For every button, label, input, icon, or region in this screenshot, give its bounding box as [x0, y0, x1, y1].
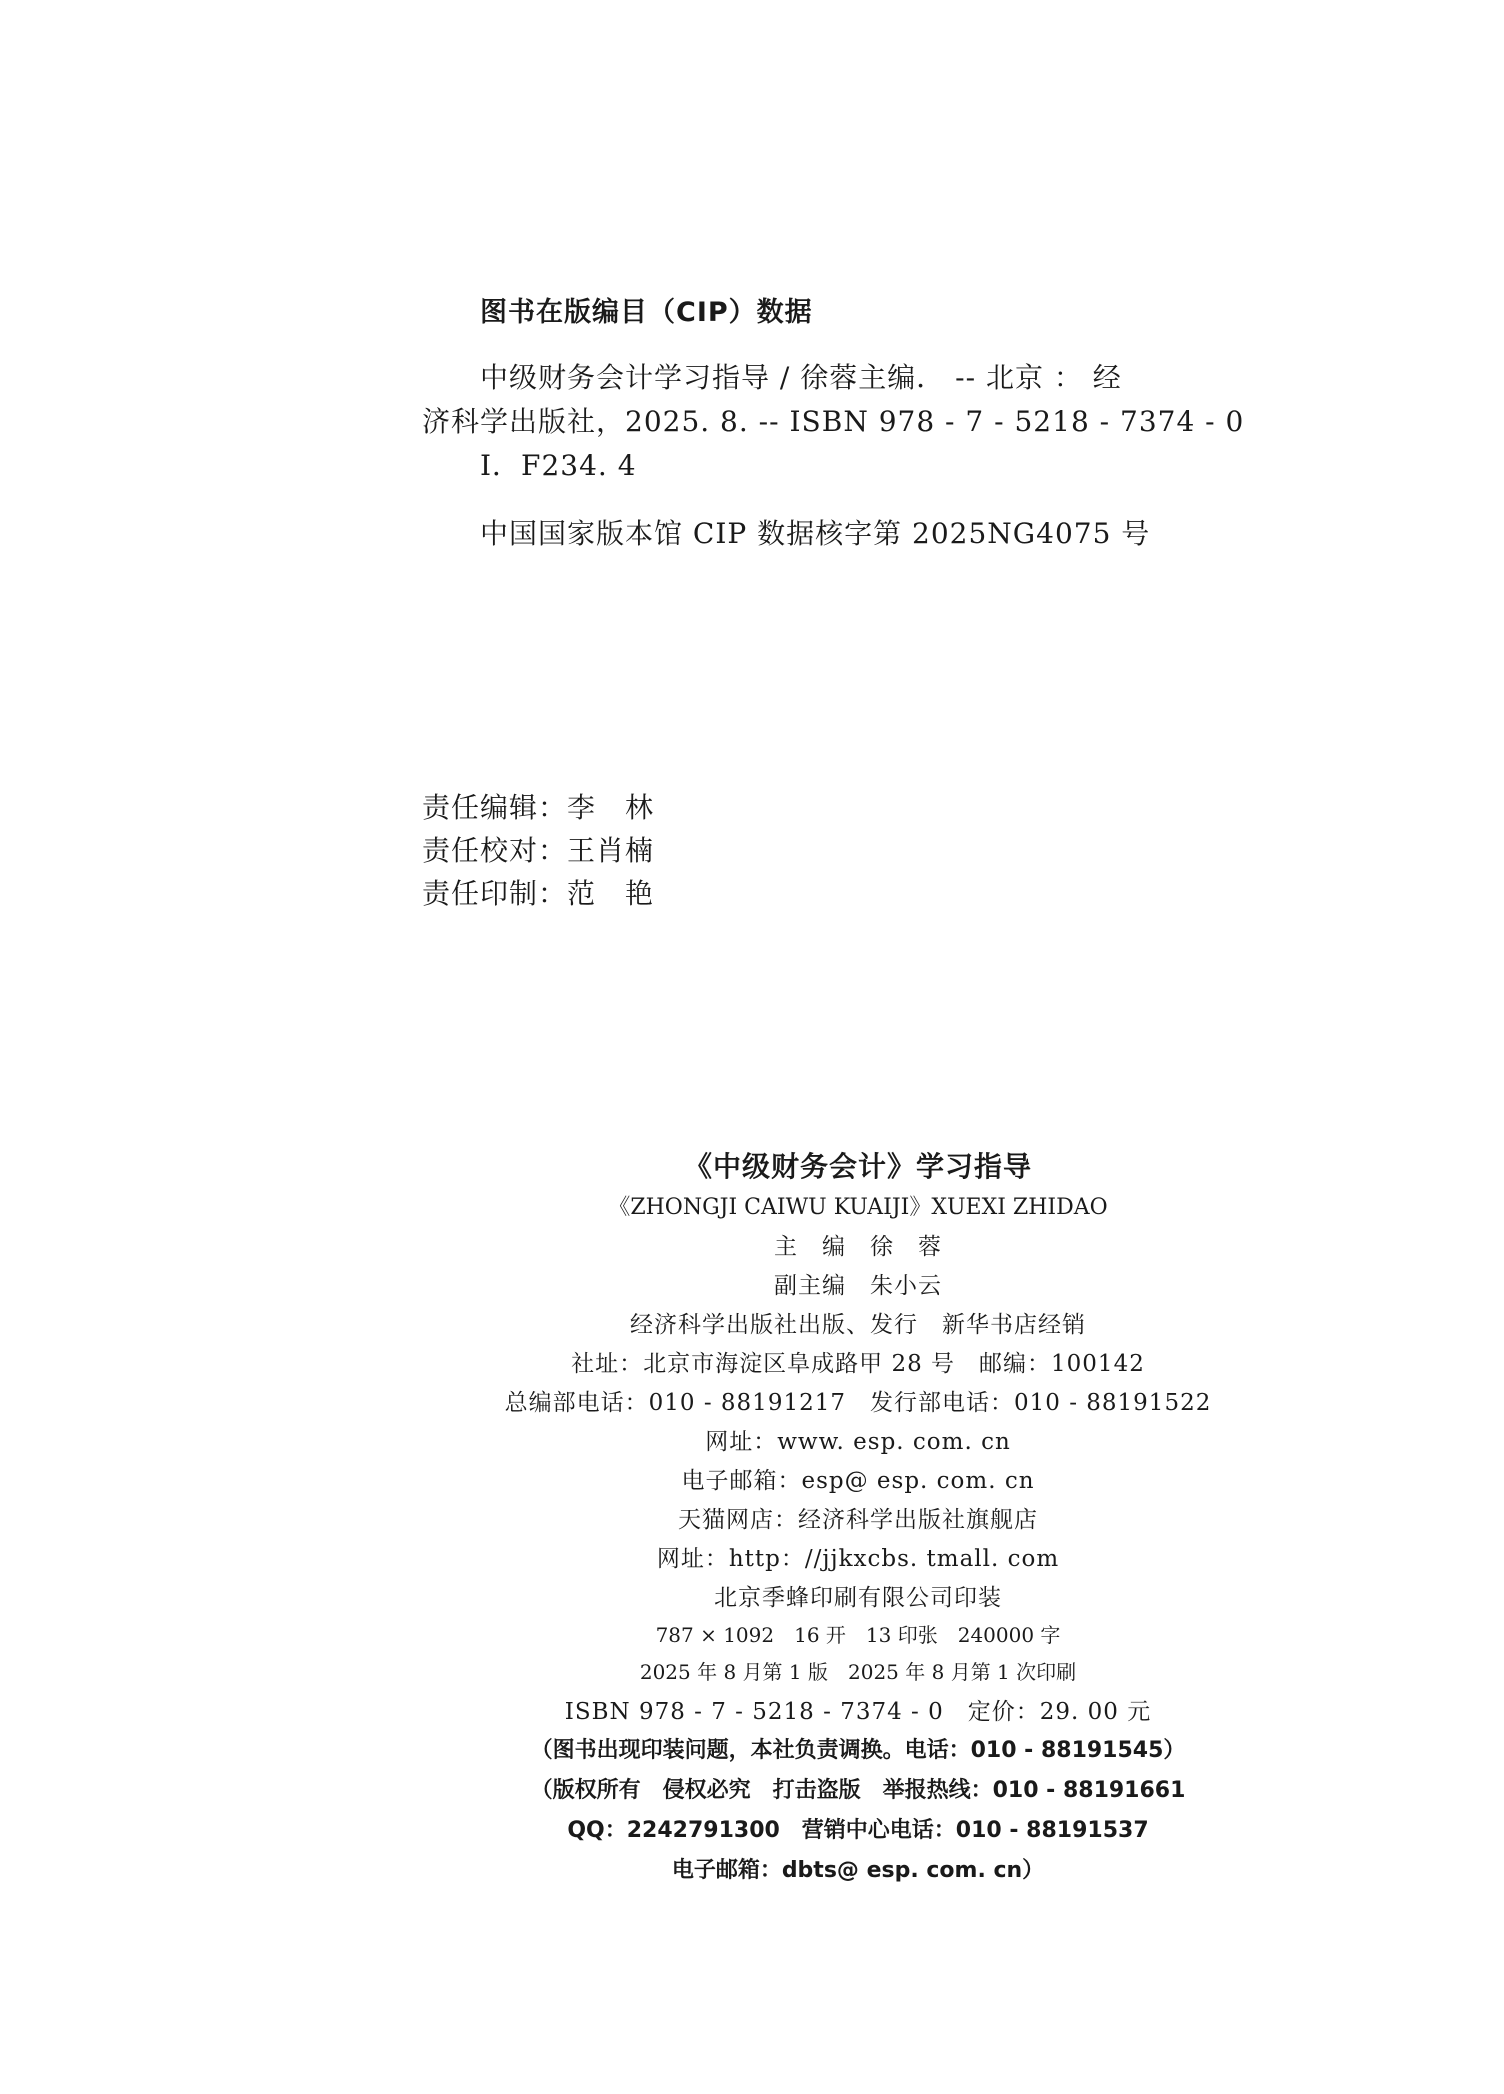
cip-line-1: 中级财务会计学习指导 / 徐蓉主编． -- 北京 ： 经: [480, 361, 1122, 394]
responsible-printing: 责任印制：范 艳: [422, 877, 655, 910]
notice-contact: QQ：2242791300 营销中心电话：010 - 88191537: [567, 1818, 1149, 1843]
publisher-website: 网址：www. esp. com. cn: [705, 1429, 1011, 1455]
notice-copyright: （版权所有 侵权必究 打击盗版 举报热线：010 - 88191661: [530, 1778, 1186, 1803]
cip-record-number: 中国国家版本馆 CIP 数据核字第 2025NG4075 号: [480, 517, 1151, 550]
tmall-url: 网址：http：//jjkxcbs. tmall. com: [656, 1546, 1060, 1572]
chief-editor: 主 编 徐 蓉: [774, 1234, 942, 1260]
tmall-store: 天猫网店：经济科学出版社旗舰店: [678, 1507, 1038, 1533]
cip-classification: Ⅰ．F234. 4: [480, 449, 637, 482]
publisher-line: 经济科学出版社出版、发行 新华书店经销: [630, 1312, 1086, 1338]
publisher-phones: 总编部电话：010 - 88191217 发行部电话：010 - 88191522: [504, 1390, 1212, 1416]
cip-line-2: 济科学出版社，2025. 8. -- ISBN 978 - 7 - 5218 - 7374 - 0: [422, 405, 1245, 438]
notice-email: 电子邮箱：dbts@ esp. com. cn）: [671, 1858, 1045, 1883]
responsible-editor: 责任编辑：李 林: [422, 791, 655, 824]
deputy-editor: 副主编 朱小云: [774, 1273, 942, 1299]
notice-printing-issues: （图书出现印装问题，本社负责调换。电话：010 - 88191545）: [530, 1738, 1186, 1763]
publisher-address: 社址：北京市海淀区阜成路甲 28 号 邮编：100142: [571, 1351, 1145, 1377]
isbn-price: ISBN 978 - 7 - 5218 - 7374 - 0 定价：29. 00 元: [564, 1699, 1152, 1725]
book-format: 787 × 1092 16 开 13 印张 240000 字: [655, 1623, 1061, 1647]
printer: 北京季蜂印刷有限公司印装: [714, 1585, 1002, 1611]
publisher-email: 电子邮箱：esp@ esp. com. cn: [681, 1468, 1035, 1494]
cip-heading: 图书在版编目（CIP）数据: [480, 297, 813, 328]
responsible-proofreader: 责任校对：王肖楠: [422, 834, 655, 867]
edition-info: 2025 年 8 月第 1 版 2025 年 8 月第 1 次印刷: [639, 1660, 1077, 1684]
book-title-pinyin: 《ZHONGJI CAIWU KUAIJI》XUEXI ZHIDAO: [608, 1195, 1108, 1220]
book-title: 《中级财务会计》学习指导: [683, 1150, 1032, 1183]
